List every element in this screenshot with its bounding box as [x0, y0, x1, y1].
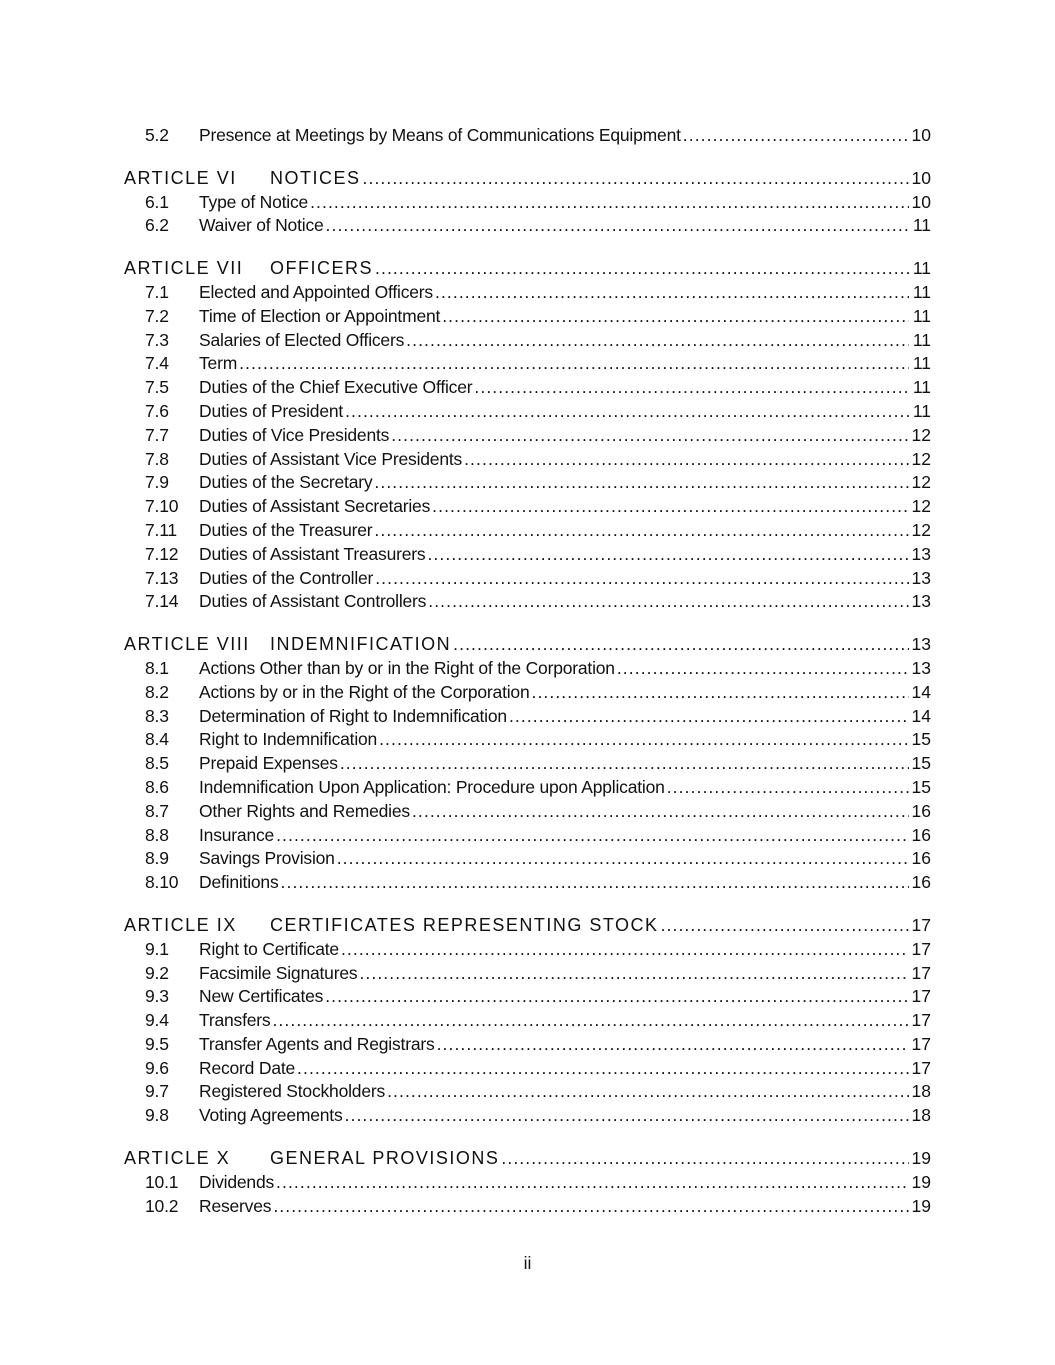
toc-article-row	[124, 633, 931, 657]
page-number: 10	[911, 167, 931, 188]
section-number: 10.1	[145, 1171, 179, 1192]
section-number: 8.6	[145, 776, 169, 797]
section-title: Right to Certificate	[199, 938, 339, 959]
dot-leader	[337, 847, 909, 871]
section-number: 9.6	[145, 1057, 169, 1078]
dot-leader	[661, 914, 909, 938]
article-title: GENERAL PROVISIONS	[270, 1148, 500, 1169]
section-title: Duties of Assistant Vice Presidents	[199, 448, 463, 469]
article-title: OFFICERS	[270, 258, 374, 279]
toc-item-row	[124, 938, 931, 962]
page-number: 15	[911, 753, 931, 774]
page-number: 17	[911, 914, 931, 935]
toc-item-row	[124, 681, 931, 705]
section-number: 7.2	[145, 305, 169, 326]
section-title: Transfer Agents and Registrars	[199, 1033, 435, 1054]
section-number: 7.10	[145, 496, 179, 517]
section-title: Duties of Vice Presidents	[199, 424, 390, 445]
page-number: 13	[911, 657, 931, 678]
page-number: 12	[911, 448, 931, 469]
section-number: 7.7	[145, 424, 169, 445]
toc-item-row	[124, 329, 931, 353]
toc-item-row	[124, 424, 931, 448]
section-number: 5.2	[145, 125, 169, 145]
toc-article-row	[124, 167, 931, 191]
section-number: 7.14	[145, 591, 179, 612]
dot-leader	[474, 376, 909, 400]
dot-leader	[281, 871, 909, 895]
page-number: 16	[911, 872, 931, 893]
page-number: 17	[911, 986, 931, 1007]
page-number: 17	[911, 1057, 931, 1078]
section-title: Insurance	[199, 824, 275, 845]
section-number: 8.2	[145, 681, 169, 702]
section-title: Time of Election or Appointment	[199, 305, 441, 326]
article-label: ARTICLE X	[124, 1148, 231, 1169]
article-label: ARTICLE VII	[124, 258, 244, 279]
section-title: Determination of Right to Indemnification	[199, 705, 507, 726]
section-title: Transfers	[199, 1010, 271, 1031]
section-title: Other Rights and Remedies	[199, 800, 410, 821]
toc-article-row	[124, 257, 931, 281]
page-number-label: ii	[523, 1253, 532, 1273]
section-number: 7.1	[145, 281, 169, 302]
section-number: 6.2	[145, 215, 169, 236]
page-number: 12	[911, 496, 931, 517]
section-number: 8.5	[145, 753, 169, 774]
page-number: 17	[911, 1010, 931, 1031]
toc-item-row	[124, 1195, 931, 1219]
page-number: 16	[911, 800, 931, 821]
section-number: 7.3	[145, 329, 169, 350]
dot-leader	[501, 1147, 909, 1171]
page-number: 17	[911, 962, 931, 983]
toc-item-row	[124, 191, 931, 215]
section-title: Dividends	[199, 1171, 275, 1192]
page-number: 14	[911, 681, 931, 702]
section-number: 8.7	[145, 800, 169, 821]
page-number: 19	[911, 1195, 931, 1216]
dot-leader	[341, 938, 909, 962]
section-number: 8.10	[145, 872, 179, 893]
page-number: 16	[911, 824, 931, 845]
dot-leader	[442, 305, 909, 329]
section-title: Reserves	[199, 1195, 272, 1216]
section-title: Duties of Assistant Treasurers	[199, 543, 426, 564]
toc-item-row	[124, 495, 931, 519]
toc-item-row	[124, 824, 931, 848]
toc-item-row	[124, 1057, 931, 1081]
toc-item-row	[124, 281, 931, 305]
dot-leader	[464, 448, 909, 472]
page-number: 13	[911, 543, 931, 564]
page-number: 15	[911, 729, 931, 750]
dot-leader	[683, 124, 909, 148]
toc-item-row	[124, 124, 931, 148]
page-number: 11	[912, 305, 931, 326]
dot-leader	[276, 1171, 909, 1195]
toc-item-row	[124, 352, 931, 376]
section-title: Registered Stockholders	[199, 1081, 386, 1102]
dot-leader	[617, 657, 909, 681]
toc-article-row	[124, 914, 931, 938]
dot-leader	[375, 567, 909, 591]
dot-leader	[453, 633, 909, 657]
dot-leader	[532, 681, 910, 705]
toc-item-row	[124, 1080, 931, 1104]
dot-leader	[375, 257, 909, 281]
toc-item-row	[124, 871, 931, 895]
dot-leader	[412, 800, 909, 824]
section-number: 7.4	[145, 353, 169, 374]
section-number: 9.1	[145, 938, 169, 959]
page-number: 11	[912, 353, 931, 374]
toc-item-row	[124, 847, 931, 871]
page-number: 10	[911, 191, 931, 212]
dot-leader	[391, 424, 909, 448]
toc-item-row	[124, 590, 931, 614]
toc-item-row	[124, 376, 931, 400]
dot-leader	[345, 400, 909, 424]
dot-leader	[325, 985, 909, 1009]
article-title: INDEMNIFICATION	[270, 634, 452, 655]
section-title: Duties of President	[199, 400, 344, 421]
page-number: 11	[912, 258, 931, 279]
toc-section	[124, 124, 931, 148]
dot-leader	[379, 728, 909, 752]
article-title: CERTIFICATES REPRESENTING STOCK	[270, 914, 659, 935]
section-title: Right to Indemnification	[199, 729, 378, 750]
toc-item-row	[124, 400, 931, 424]
toc-item-row	[124, 567, 931, 591]
section-title: Duties of the Treasurer	[199, 519, 373, 540]
page-number: 11	[912, 215, 931, 236]
dot-leader	[359, 962, 909, 986]
dot-leader	[509, 705, 909, 729]
toc-item-row	[124, 1171, 931, 1195]
page-number: 12	[911, 519, 931, 540]
section-title: Voting Agreements	[199, 1105, 343, 1126]
section-number: 7.8	[145, 448, 169, 469]
section-number: 9.3	[145, 986, 169, 1007]
section-number: 9.8	[145, 1105, 169, 1126]
page-number: 18	[911, 1105, 931, 1126]
dot-leader	[239, 352, 909, 376]
page-number: 15	[911, 776, 931, 797]
section-title: Term	[199, 353, 238, 374]
toc-item-row	[124, 728, 931, 752]
toc-item-row	[124, 214, 931, 238]
section-title: Duties of Assistant Controllers	[199, 591, 427, 612]
section-title: Duties of the Controller	[199, 567, 374, 588]
section-number: 8.3	[145, 705, 169, 726]
dot-leader	[406, 329, 909, 353]
dot-leader	[387, 1080, 909, 1104]
dot-leader	[310, 191, 909, 215]
section-number: 7.12	[145, 543, 179, 564]
dot-leader	[272, 1009, 909, 1033]
section-title: Duties of the Chief Executive Officer	[199, 377, 473, 398]
toc-item-row	[124, 1009, 931, 1033]
toc-section	[124, 167, 931, 238]
article-label: ARTICLE IX	[124, 914, 237, 935]
toc-item-row	[124, 985, 931, 1009]
toc-item-row	[124, 448, 931, 472]
section-title: Type of Notice	[199, 191, 309, 212]
toc-article-row	[124, 1147, 931, 1171]
dot-leader	[374, 519, 909, 543]
page-number: 16	[911, 848, 931, 869]
dot-leader	[374, 471, 909, 495]
toc-item-row	[124, 519, 931, 543]
section-number: 7.11	[145, 519, 177, 540]
section-title: Duties of the Secretary	[199, 472, 373, 493]
toc-section	[124, 633, 931, 895]
page-number: 18	[911, 1081, 931, 1102]
dot-leader	[297, 1057, 909, 1081]
toc-section	[124, 1147, 931, 1218]
toc-item-row	[124, 1033, 931, 1057]
page-number: 17	[911, 1033, 931, 1054]
toc-item-row	[124, 705, 931, 729]
toc-section	[124, 914, 931, 1128]
dot-leader	[435, 281, 909, 305]
section-number: 10.2	[145, 1195, 179, 1216]
page-footer	[0, 1253, 1055, 1274]
toc-item-row	[124, 305, 931, 329]
page-number: 11	[912, 281, 931, 302]
dot-leader	[276, 824, 909, 848]
toc-item-row	[124, 657, 931, 681]
toc-section	[124, 257, 931, 614]
dot-leader	[667, 776, 909, 800]
page-number: 13	[911, 591, 931, 612]
section-title: Record Date	[199, 1057, 296, 1078]
section-title: Definitions	[199, 872, 279, 893]
section-number: 6.1	[145, 191, 169, 212]
toc-item-row	[124, 543, 931, 567]
section-number: 9.2	[145, 962, 169, 983]
dot-leader	[345, 1104, 909, 1128]
page-number: 13	[911, 634, 931, 655]
page-number: 17	[911, 938, 931, 959]
toc-item-row	[124, 800, 931, 824]
page-number: 13	[911, 567, 931, 588]
table-of-contents	[124, 124, 931, 1218]
dot-leader	[437, 1033, 909, 1057]
toc-item-row	[124, 776, 931, 800]
page-number: 14	[911, 705, 931, 726]
section-title: Waiver of Notice	[199, 215, 324, 236]
dot-leader	[326, 214, 909, 238]
dot-leader	[428, 590, 909, 614]
section-title: Indemnification Upon Application: Procedure upon Application	[199, 776, 665, 797]
section-title: Facsimile Signatures	[199, 962, 358, 983]
section-number: 7.13	[145, 567, 179, 588]
section-title: Duties of Assistant Secretaries	[199, 496, 431, 517]
dot-leader	[273, 1195, 909, 1219]
page-number: 11	[912, 400, 931, 421]
toc-item-row	[124, 962, 931, 986]
article-label: ARTICLE VIII	[124, 634, 250, 655]
section-title: Savings Provision	[199, 848, 335, 869]
section-number: 8.9	[145, 848, 169, 869]
section-number: 9.7	[145, 1081, 169, 1102]
toc-item-row	[124, 1104, 931, 1128]
page-number: 11	[912, 377, 931, 398]
section-number: 8.8	[145, 824, 169, 845]
page-number: 12	[911, 472, 931, 493]
section-number: 7.6	[145, 400, 169, 421]
dot-leader	[432, 495, 909, 519]
article-title: NOTICES	[270, 167, 361, 188]
section-title: Elected and Appointed Officers	[199, 281, 433, 302]
page-number: 19	[911, 1171, 931, 1192]
section-number: 8.4	[145, 729, 169, 750]
section-title: Actions Other than by or in the Right of the Corporation	[199, 657, 615, 678]
page-number: 19	[911, 1148, 931, 1169]
section-number: 7.5	[145, 377, 169, 398]
toc-item-row	[124, 471, 931, 495]
section-title: Salaries of Elected Officers	[199, 329, 405, 350]
section-number: 8.1	[145, 657, 169, 678]
section-title: Presence at Meetings by Means of Communications Equipment	[199, 125, 681, 145]
section-number: 9.4	[145, 1010, 169, 1031]
dot-leader	[363, 167, 909, 191]
dot-leader	[340, 752, 909, 776]
page-number: 10	[911, 125, 931, 145]
section-title: Actions by or in the Right of the Corporation	[199, 681, 530, 702]
section-title: New Certificates	[199, 986, 324, 1007]
dot-leader	[427, 543, 909, 567]
page-number: 11	[912, 329, 931, 350]
article-label: ARTICLE VI	[124, 167, 237, 188]
page-number: 12	[911, 424, 931, 445]
section-title: Prepaid Expenses	[199, 753, 338, 774]
section-number: 7.9	[145, 472, 169, 493]
toc-item-row	[124, 752, 931, 776]
section-number: 9.5	[145, 1033, 169, 1054]
